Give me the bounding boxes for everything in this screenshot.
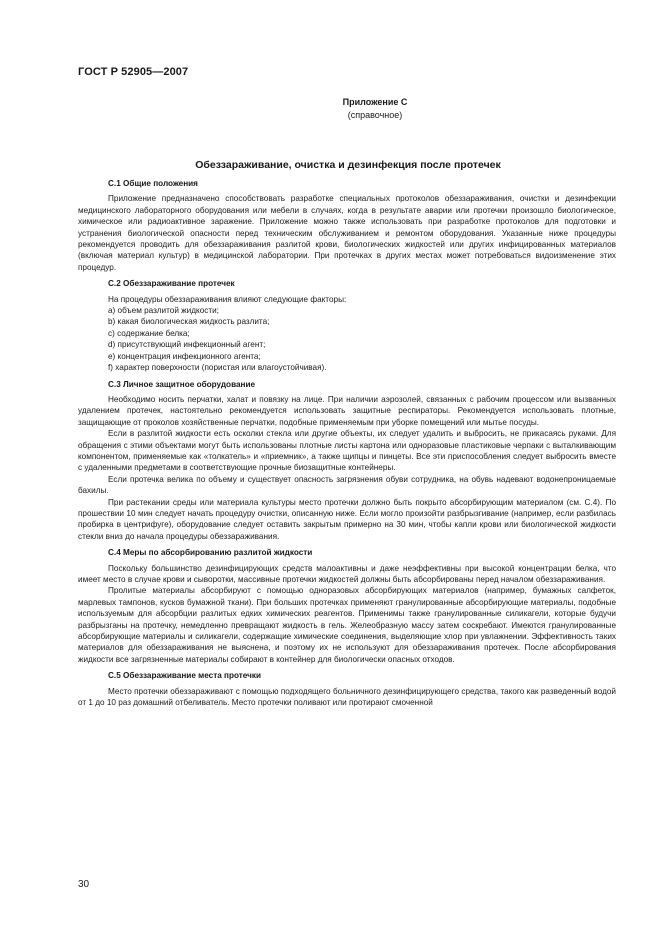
section-heading-c4: С.4 Меры по абсорбированию разлитой жидкости <box>108 548 313 558</box>
list-item: d) присутствующий инфекционный агент; <box>108 340 266 350</box>
appendix-subtitle: (справочное) <box>347 110 403 120</box>
paragraph: Необходимо носить перчатки, халат и повязку на лице. При наличии аэрозолей, связанных с рабочим процессом или вызванных удалением протечек, настоятельно рекомендуется использовать защитные респираторы. Рекомендуется использовать плотные, защищающие от проколов хозяйственные перчатки, подобные применяемым при уборке помещений или мытье посуды. <box>78 394 616 427</box>
list-item: е) концентрация инфекционного агента; <box>108 351 261 361</box>
appendix-title: Приложение С <box>342 97 408 107</box>
page-number: 30 <box>78 879 90 890</box>
document-body <box>78 178 616 708</box>
list-item: с) содержание белка; <box>108 328 190 338</box>
paragraph: Если в разлитой жидкости есть осколки стекла или другие объекты, их следует удалить и выбросить, не прикасаясь руками. Для обращения с этими объектами могут быть использованы плотные листы картона или одноразовые пластиковые черпаки с выталкивающим компонентом, применяемые как «толкатель» и «приемник», а также щипцы и пинцеты. Все эти приспособления следует выбросить вместе с удаленными предметами в соответствующие прочные биозащитные контейнеры. <box>78 429 616 473</box>
paragraph: Место протечки обеззараживают с помощью подходящего больничного дезинфицирующего средства, такого как разведенный водой от 1 до 10 раз домашний отбеливатель. Место протечки поливают или протирают смоченной <box>78 686 616 708</box>
paragraph: При растекании среды или материала культуры место протечки должно быть покрыто абсорбирующим материалом (см. С.4). По прошествии 10 мин следует начать процедуру очистки, описанную ниже. Если могло произойти разбрызгивание (например, если разбилась пробирка в центрифуге), оборудование следует оставить закрытым примерно на 30 мин, чтобы капли крови или биологической жидкости стекли вниз до начала процедуры обеззараживания. <box>78 497 616 541</box>
list-item: а) объем разлитой жидкости; <box>108 306 219 316</box>
list-item: f) характер поверхности (пористая или влагоустойчивая). <box>108 363 327 373</box>
section-heading-c5: С.5 Обеззараживание места протечки <box>108 671 262 681</box>
paragraph: На процедуры обеззараживания влияют следующие факторы: <box>108 294 347 304</box>
paragraph: Поскольку большинство дезинфицирующих средств малоактивны и даже неэффективны при высокой концентрации белка, что имеет место в случае крови и сыворотки, массивные протечки жидкостей должны быть абсорбированы перед началом обеззараживания. <box>78 563 616 584</box>
main-title: Обеззараживание, очистка и дезинфекция после протечек <box>195 159 501 171</box>
paragraph: Если протечка велика по объему и существует опасность загрязнения обуви сотрудника, на обувь надевают водонепроницаемые бахилы. <box>78 474 616 496</box>
document-header: ГОСТ Р 52905—2007 <box>78 66 189 78</box>
paragraph: Пролитые материалы абсорбируют с помощью одноразовых абсорбирующих материалов (например, бумажных салфеток, марлевых тампонов, кусков бумажной ткани). При больших протечках применяют гранулированные абсорбирующие материалы, подобные используемым для абсорбции разлитых едких химических реагентов. Применимы также гранулированные силикагели, которые будучи разбрызганы на протечку, немедленно превращают жидкость в гель. Желеобразную массу затем соскребают. Имеются гранулированные абсорбирующие материалы и силикагели, содержащие химические соединения, выделяющие хлор при увлажнении. Эффективность таких материалов для обеззараживания не выяснена, и поэтому их не используют для обеззараживания протечек. После абсорбирования жидкости все загрязненные материалы собирают в контейнер для биологически опасных отходов. <box>78 586 616 664</box>
paragraph: Приложение предназначено способствовать разработке специальных протоколов обеззараживания, очистки и дезинфекции медицинского лабораторного оборудования или мебели в случаях, когда в результате аварии или протечки произошло биологическое, химическое или радиоактивное заражение. Приложение можно также использовать при разработке протоколов для подготовки и устранения биологической опасности перед техническим обслуживанием и ремонтом оборудования. Указанные ниже процедуры рекомендуется проводить для обеззараживания разлитой крови, биологических жидкостей или других инфицированных материалов (включая материал культур) в медицинской лаборатории. При протечках в других местах может потребоваться видоизменение этих процедур. <box>78 194 616 272</box>
list-item: b) какая биологическая жидкость разлита; <box>108 317 270 327</box>
section-heading-c3: С.3 Личное защитное оборудование <box>108 379 256 389</box>
section-heading-c2: С.2 Обеззараживание протечек <box>108 279 235 289</box>
appendix-block <box>260 96 490 122</box>
section-heading-c1: С.1 Общие положения <box>108 179 198 188</box>
